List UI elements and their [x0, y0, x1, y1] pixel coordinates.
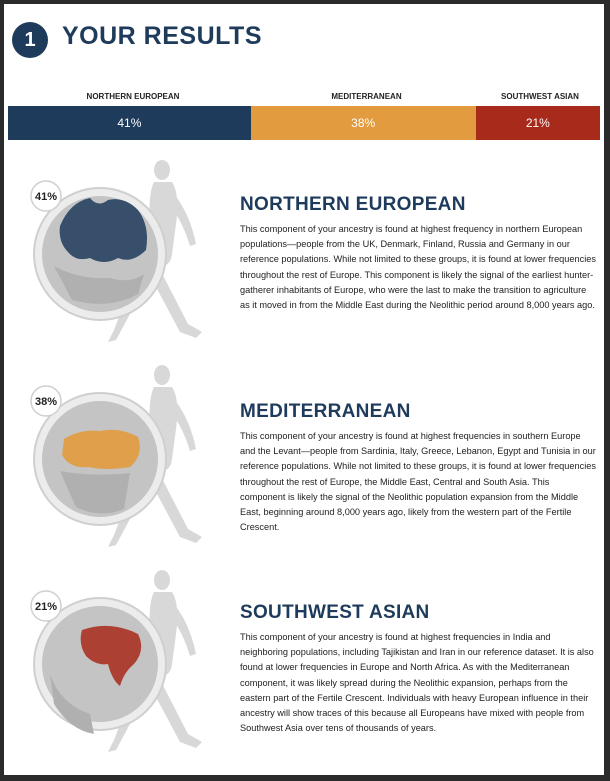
- section-heading: MEDITERRANEAN: [240, 401, 411, 422]
- section-description: This component of your ancestry is found at highest frequency in northern European populations—people from the UK, Denmark, Finland, Russia and Germany in our reference populations. While not limited to these groups, it is found at lower frequencies throughout the rest of Europe. This component is likely the signal of the earliest hunter-gatherer inhabitants of Europe, who were the last to make the transition to agriculture as it moved in from the Middle East during the Neolithic period around 8,000 years ago.: [240, 224, 596, 311]
- section-description: This component of your ancestry is found at highest frequencies in southern Europe and the Levant—people from Sardinia, Italy, Greece, Lebanon, Egypt and Tunisia in our reference populations. While not limited to these groups, it is found at lower frequencies throughout the rest of Europe, the Middle East, Central and South Asia. This component is likely the signal of the Neolithic population expansion from the Middle East, beginning around 8,000 years ago, likely from the western part of the Fertile Crescent.: [240, 431, 596, 533]
- bar-label-southwest-asian: SOUTHWEST ASIAN: [501, 92, 579, 101]
- bar-segment-mediterranean[interactable]: 38%: [251, 106, 476, 140]
- bar-label-northern-european: NORTHERN EUROPEAN: [86, 92, 180, 101]
- bar-label-mediterranean: MEDITERRANEAN: [331, 92, 402, 101]
- bar-segment-southwest-asian[interactable]: 21%: [476, 106, 600, 140]
- section-mediterranean: [4, 359, 604, 559]
- southwest-asian-map-illustration: [20, 564, 220, 764]
- page-title: YOUR RESULTS: [62, 22, 262, 50]
- section-percent: 38%: [34, 396, 58, 408]
- section-heading: SOUTHWEST ASIAN: [240, 602, 430, 623]
- ancestry-summary-bar: [8, 106, 600, 140]
- section-description: This component of your ancestry is found at highest frequencies in India and neighboring populations, including Tajikistan and Iran in our reference dataset. It is also found at lower frequencies in Europe and North Africa. As with the Mediterranean component, it was likely spread during the Neolithic expansion, perhaps from the eastern part of the Fertile Crescent. Individuals with heavy European influence in their ancestry will show traces of this because all Europeans have mixed with people from Southwest Asia over tens of thousands of years.: [240, 632, 594, 734]
- section-percent: 21%: [34, 601, 58, 613]
- section-percent: 41%: [34, 191, 58, 203]
- section-heading: NORTHERN EUROPEAN: [240, 194, 466, 215]
- mediterranean-map-illustration: [20, 359, 220, 559]
- northern-european-map-illustration: [20, 154, 220, 354]
- results-header: [4, 4, 604, 74]
- results-page: [4, 4, 604, 775]
- summary-bar-labels: [4, 92, 604, 106]
- section-northern-european: [4, 154, 604, 354]
- step-number-badge: 1: [12, 22, 48, 58]
- section-southwest-asian: [4, 564, 604, 769]
- bar-segment-northern-european[interactable]: 41%: [8, 106, 251, 140]
